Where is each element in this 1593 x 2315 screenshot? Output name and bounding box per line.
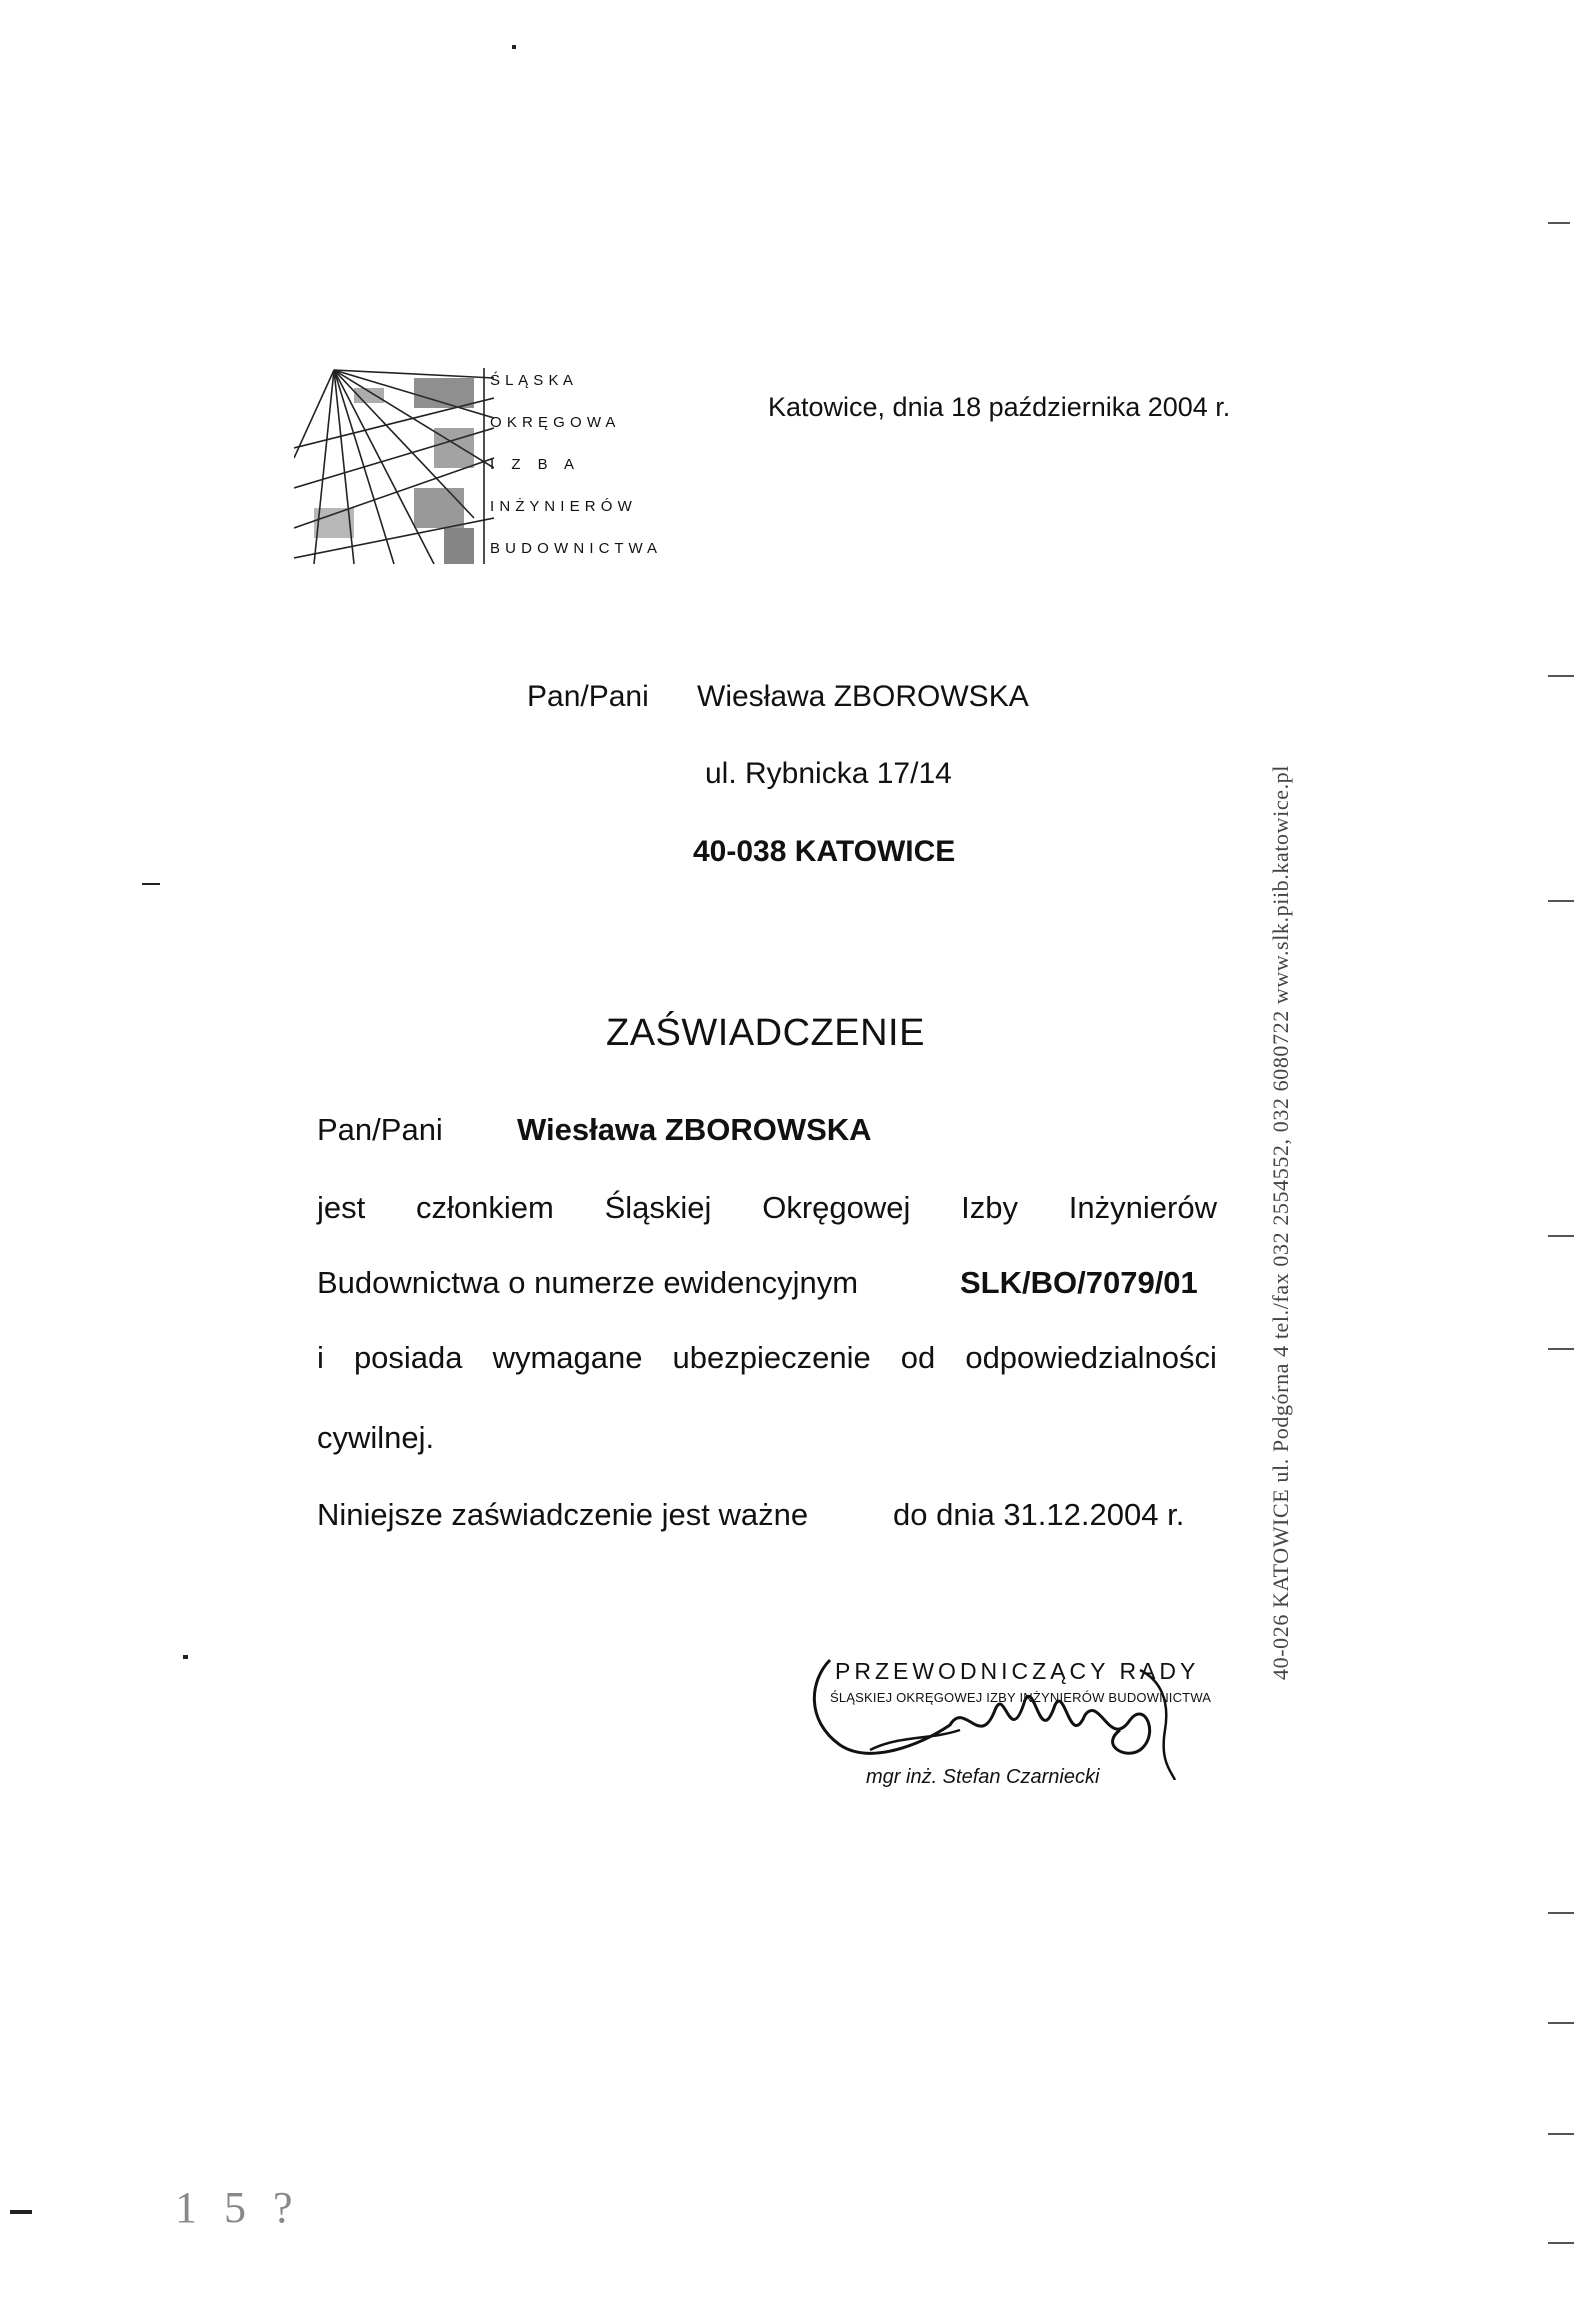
scan-speck bbox=[183, 1655, 188, 1659]
recipient-name: Wiesława ZBOROWSKA bbox=[697, 680, 1029, 713]
recipient-city: 40-038 KATOWICE bbox=[693, 835, 956, 868]
recipient-label: Pan/Pani bbox=[527, 680, 649, 713]
word: Śląskiej bbox=[604, 1190, 712, 1225]
scan-speck bbox=[10, 2210, 32, 2214]
word: jest bbox=[317, 1190, 366, 1225]
document-date: Katowice, dnia 18 października 2004 r. bbox=[768, 392, 1231, 422]
document-title: ZAŚWIADCZENIE bbox=[606, 1012, 925, 1054]
logo-text-line: Ś L Ą S K A bbox=[490, 372, 574, 389]
handwritten-signature bbox=[800, 1640, 1200, 1780]
body-line-2: Budownictwa o numerze ewidencyjnym bbox=[317, 1265, 859, 1300]
margin-mark bbox=[1548, 2133, 1574, 2135]
body-line-1 bbox=[317, 1190, 1217, 1226]
logo-text-line: O K R Ę G O W A bbox=[490, 414, 616, 431]
signer-name: mgr inż. Stefan Czarniecki bbox=[866, 1766, 1100, 1788]
vertical-footer-address: 40-026 KATOWICE ul. Podgórna 4 tel./fax 032 2554552, 032 6080722 www.slk.piib.katowice.pl bbox=[1268, 765, 1293, 1680]
word: posiada bbox=[353, 1340, 463, 1375]
chamber-logo-graphic bbox=[294, 368, 494, 564]
logo-text-line: I N Ż Y N I E R Ó W bbox=[490, 498, 633, 515]
scan-speck bbox=[142, 883, 160, 885]
word: Inżynierów bbox=[1068, 1190, 1217, 1225]
logo-text-line: B U D O W N I C T W A bbox=[490, 540, 658, 557]
word: ubezpieczenie bbox=[672, 1340, 871, 1375]
margin-mark bbox=[1548, 2022, 1574, 2024]
logo-text-line: I Z B A bbox=[490, 456, 575, 473]
margin-mark bbox=[1548, 1348, 1574, 1350]
word: Izby bbox=[961, 1190, 1019, 1225]
word: Okręgowej bbox=[762, 1190, 911, 1225]
page-number: 1 5 ? bbox=[175, 2183, 301, 2232]
word: wymagane bbox=[492, 1340, 643, 1375]
registration-number: SLK/BO/7079/01 bbox=[960, 1265, 1198, 1300]
stamp-subtitle: ŚLĄSKIEJ OKRĘGOWEJ IZBY INŻYNIERÓW BUDOWNICTWA bbox=[830, 1690, 1212, 1705]
margin-mark bbox=[1548, 900, 1574, 902]
body-line-4: cywilnej. bbox=[317, 1420, 435, 1455]
stamp-title: PRZEWODNICZĄCY RADY bbox=[835, 1658, 1200, 1684]
body-line-3 bbox=[317, 1340, 1217, 1376]
word: i bbox=[317, 1340, 324, 1375]
word: członkiem bbox=[416, 1190, 554, 1225]
margin-mark bbox=[1548, 675, 1574, 677]
margin-mark bbox=[1548, 1912, 1574, 1914]
margin-mark bbox=[1548, 1235, 1574, 1237]
margin-mark bbox=[1548, 222, 1570, 224]
recipient-street: ul. Rybnicka 17/14 bbox=[705, 757, 952, 790]
word: od bbox=[900, 1340, 936, 1375]
word: odpowiedzialności bbox=[965, 1340, 1217, 1375]
margin-mark bbox=[1548, 2242, 1574, 2244]
validity-text: Niniejsze zaświadczenie jest ważne bbox=[317, 1497, 809, 1532]
scan-speck bbox=[512, 45, 516, 49]
body-name: Wiesława ZBOROWSKA bbox=[517, 1112, 872, 1147]
validity-date: do dnia 31.12.2004 r. bbox=[893, 1497, 1185, 1532]
body-label: Pan/Pani bbox=[317, 1112, 443, 1147]
